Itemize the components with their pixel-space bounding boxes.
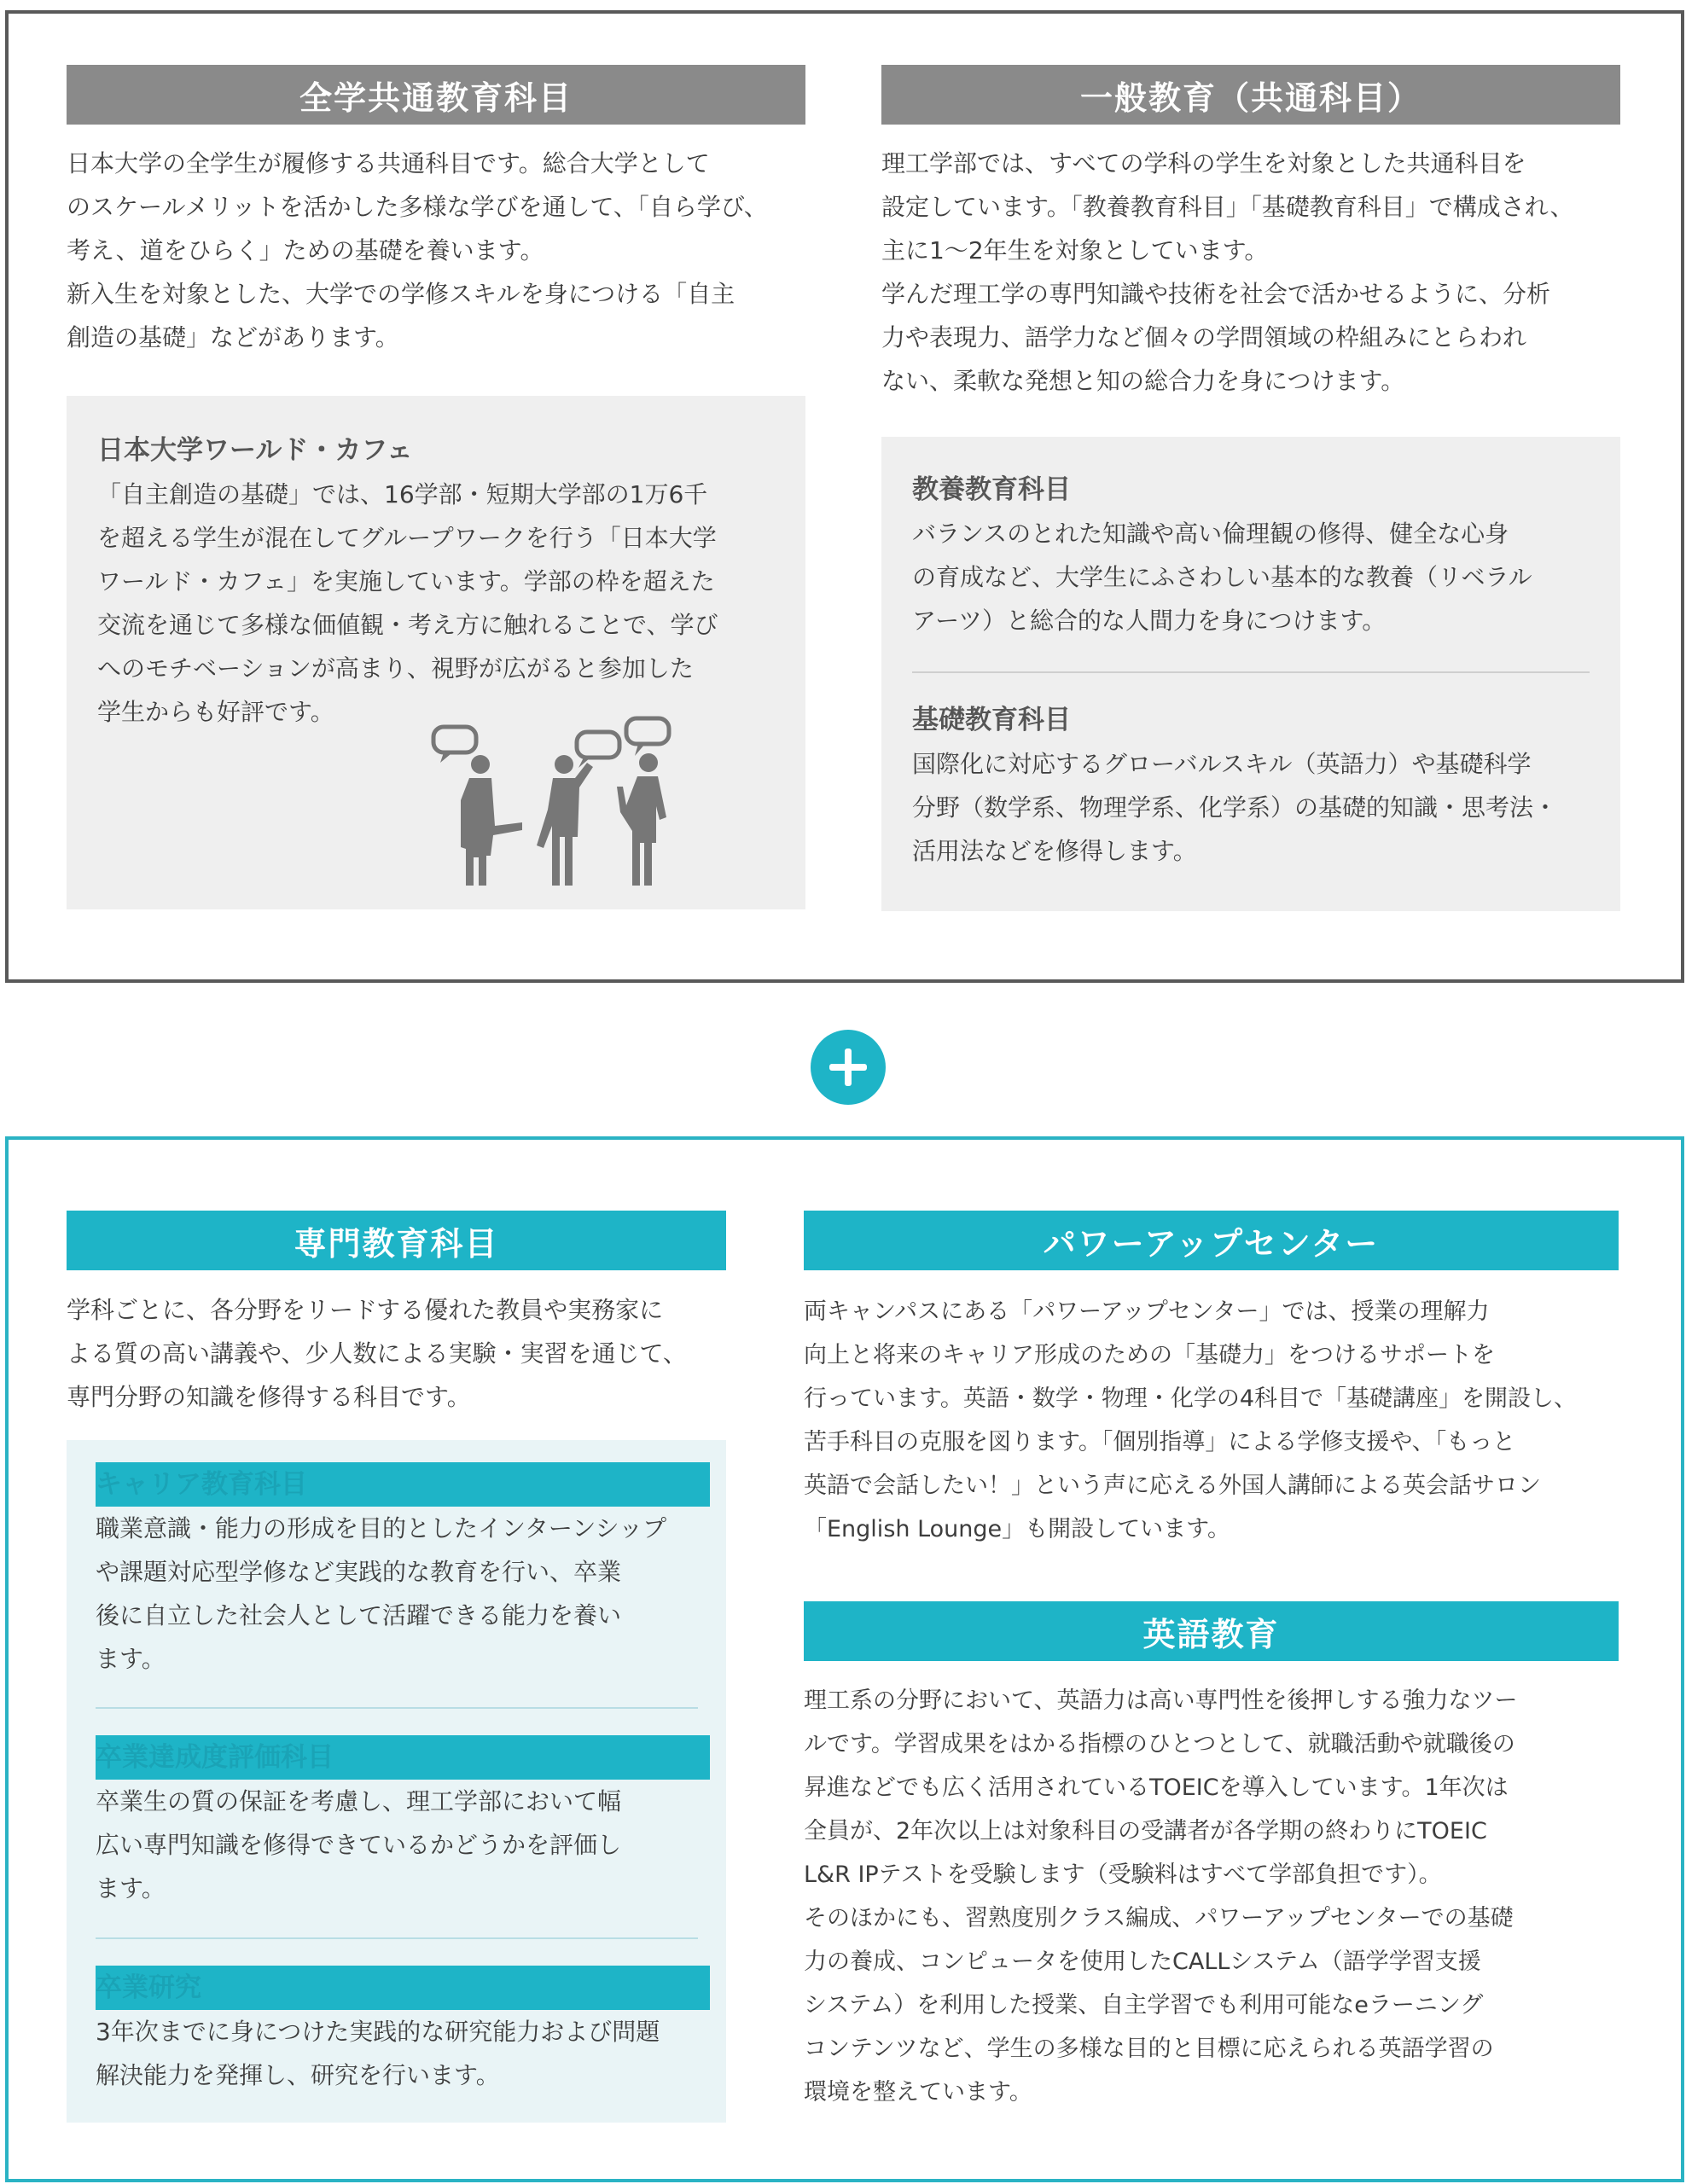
all-university-description xyxy=(67,142,805,359)
graduation-evaluation-title: 卒業達成度評価科目 xyxy=(96,1735,710,1780)
header-all-university-common: 全学共通教育科目 xyxy=(67,65,805,125)
power-up-center-description xyxy=(804,1290,1623,1551)
section-divider xyxy=(912,671,1590,673)
text-line: ルです。学習成果をはかる指標のひとつとして、就職活動や就職後の xyxy=(804,1731,1515,1757)
section-divider xyxy=(96,1707,698,1709)
world-cafe-title: 日本大学ワールド・カフェ xyxy=(97,435,413,466)
world-cafe-line: 交流を通じて多様な価値観・考え方に触れることで、学び xyxy=(97,611,718,639)
graduation-evaluation-line: ます。 xyxy=(96,1874,166,1902)
career-education-line: や課題対応型学修など実践的な教育を行い、卒業 xyxy=(96,1558,622,1586)
text-line: 昇進などでも広く活用されているTOEICを導入しています。1年次は xyxy=(804,1774,1509,1801)
text-line: コンテンツなど、学生の多様な目的と目標に応えられる英語学習の xyxy=(804,2036,1494,2062)
specialized-description xyxy=(67,1288,732,1419)
text-line: L&R IPテストを受験します（受験料はすべて学部負担です）。 xyxy=(804,1862,1442,1888)
text-line: 創造の基礎」などがあります。 xyxy=(67,323,399,351)
section-divider xyxy=(96,1937,698,1939)
text-line: 専門分野の知識を修得する科目です。 xyxy=(67,1383,471,1411)
text-line: ない、柔軟な発想と知の総合力を身につけます。 xyxy=(881,367,1405,395)
graduation-research-title: 卒業研究 xyxy=(96,1966,710,2010)
text-line: 全員が、2年次以上は対象科目の受講者が各学期の終わりにTOEIC xyxy=(804,1818,1487,1844)
liberal-arts-line: バランスのとれた知識や高い倫理観の修得、健全な心身 xyxy=(912,520,1509,548)
graduation-research-line: 解決能力を発揮し、研究を行います。 xyxy=(96,2061,500,2089)
text-line: 向上と将来のキャリア形成のための「基礎力」をつけるサポートを xyxy=(804,1342,1495,1368)
liberal-arts-line: の育成など、大学生にふさわしい基本的な教養（リベラル xyxy=(912,563,1532,591)
career-education-line: ます。 xyxy=(96,1645,166,1673)
text-line: そのほかにも、習熟度別クラス編成、パワーアップセンターでの基礎 xyxy=(804,1905,1514,1931)
graduation-evaluation-line: 卒業生の質の保証を考慮し、理工学部において幅 xyxy=(96,1787,622,1815)
english-education-description xyxy=(804,1679,1623,2114)
plus-icon xyxy=(811,1030,886,1105)
world-cafe-line: を超える学生が混在してグループワークを行う「日本大学 xyxy=(97,524,717,552)
text-line: のスケールメリットを活かした多様な学びを通して、「自ら学び、 xyxy=(67,193,768,221)
header-general-education: 一般教育（共通科目） xyxy=(881,65,1620,125)
text-line: システム）を利用した授業、自主学習でも利用可能なeラーニング xyxy=(804,1992,1484,2018)
text-line: 主に1〜2年生を対象としています。 xyxy=(881,236,1269,264)
basic-education-line: 分野（数学系、物理学系、化学系）の基礎的知識・思考法・ xyxy=(912,793,1558,822)
career-education-line: 職業意識・能力の形成を目的としたインターンシップ xyxy=(96,1514,667,1542)
text-line: 学科ごとに、各分野をリードする優れた教員や実務家に xyxy=(67,1296,664,1324)
header-power-up-center: パワーアップセンター xyxy=(804,1211,1619,1270)
text-line: 苦手科目の克服を図ります。「個別指導」による学修支援や、「もっと xyxy=(804,1429,1516,1455)
general-education-description xyxy=(881,142,1620,403)
basic-education-title: 基礎教育科目 xyxy=(912,705,1071,735)
text-line: 力の養成、コンピュータを使用したCALLシステム（語学学習支援 xyxy=(804,1949,1481,1975)
text-line: 環境を整えています。 xyxy=(804,2079,1032,2106)
text-line: 理工学部では、すべての学科の学生を対象とした共通科目を xyxy=(881,149,1526,177)
text-line: 考え、道をひらく」ための基礎を養います。 xyxy=(67,236,544,264)
text-line: 両キャンパスにある「パワーアップセンター」では、授業の理解力 xyxy=(804,1298,1490,1325)
text-line: よる質の高い講義や、少人数による実験・実習を通じて、 xyxy=(67,1339,687,1368)
career-education-line: 後に自立した社会人として活躍できる能力を養い xyxy=(96,1601,622,1629)
career-education-title: キャリア教育科目 xyxy=(96,1462,710,1507)
text-line: 新入生を対象とした、大学での学修スキルを身につける「自主 xyxy=(67,280,735,308)
header-specialized-education: 専門教育科目 xyxy=(67,1211,726,1270)
text-line: 「English Lounge」も開設しています。 xyxy=(804,1516,1230,1542)
liberal-arts-title: 教養教育科目 xyxy=(912,474,1071,505)
world-cafe-line: 学生からも好評です。 xyxy=(97,698,334,726)
basic-education-line: 国際化に対応するグローバルスキル（英語力）や基礎科学 xyxy=(912,750,1532,778)
text-line: 設定しています。「教養教育科目」「基礎教育科目」で構成され、 xyxy=(881,193,1574,221)
world-cafe-line: へのモチベーションが高まり、視野が広がると参加した xyxy=(97,654,694,682)
text-line: 行っています。英語・数学・物理・化学の4科目で「基礎講座」を開設し、 xyxy=(804,1385,1578,1412)
text-line: 日本大学の全学生が履修する共通科目です。総合大学として xyxy=(67,149,710,177)
header-english-education: 英語教育 xyxy=(804,1601,1619,1661)
graduation-research-line: 3年次までに身につけた実践的な研究能力および問題 xyxy=(96,2018,660,2046)
text-line: 力や表現力、語学力など個々の学問領域の枠組みにとらわれ xyxy=(881,323,1527,351)
liberal-arts-line: アーツ）と総合的な人間力を身につけます。 xyxy=(912,607,1387,635)
basic-education-line: 活用法などを修得します。 xyxy=(912,837,1197,865)
specialized-detail-box xyxy=(67,1440,726,2123)
text-line: 理工系の分野において、英語力は高い専門性を後押しする強力なツー xyxy=(804,1687,1518,1714)
graduation-evaluation-line: 広い専門知識を修得できているかどうかを評価し xyxy=(96,1831,622,1859)
people-talking-icon xyxy=(425,715,706,886)
text-line: 英語で会話したい！」という声に応える外国人講師による英会話サロン xyxy=(804,1472,1541,1499)
world-cafe-line: ワールド・カフェ」を実施しています。学部の枠を超えた xyxy=(97,567,715,595)
text-line: 学んだ理工学の専門知識や技術を社会で活かせるように、分析 xyxy=(881,280,1551,308)
world-cafe-line: 「自主創造の基礎」では、16学部・短期大学部の1万6千 xyxy=(97,480,708,508)
general-education-detail-box xyxy=(881,437,1620,911)
